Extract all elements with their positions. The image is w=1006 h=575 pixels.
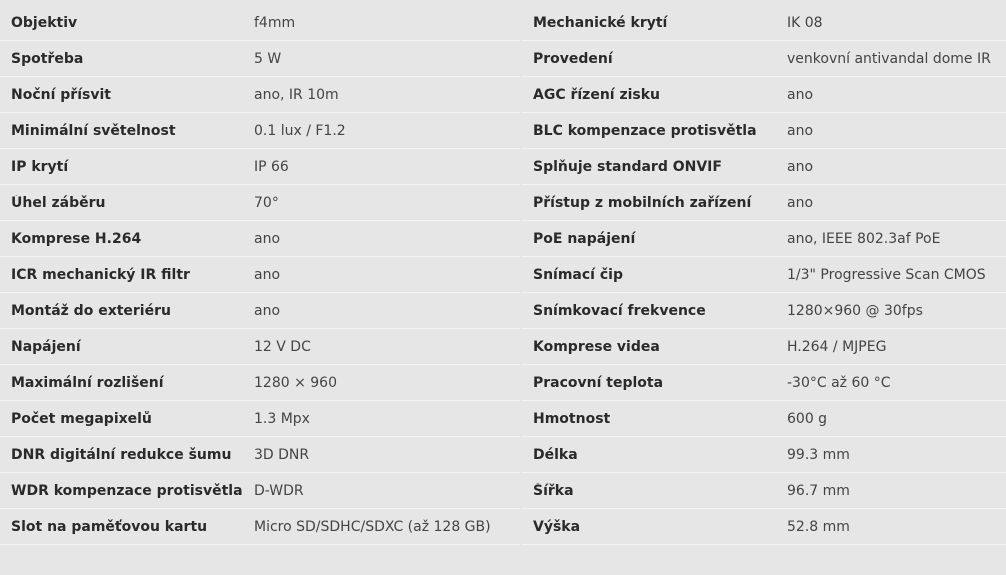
spec-row: [0, 329, 520, 365]
spec-row: [522, 257, 1006, 293]
spec-row: [522, 293, 1006, 329]
spec-label: Hmotnost: [533, 410, 611, 427]
spec-row: [0, 365, 520, 401]
spec-row: [0, 149, 520, 185]
spec-row: [0, 41, 520, 77]
spec-row: [0, 401, 520, 437]
spec-row: [522, 401, 1006, 437]
spec-value: ano, IR 10m: [254, 86, 339, 103]
spec-row: [0, 5, 520, 41]
spec-label: Slot na paměťovou kartu: [11, 518, 208, 535]
spec-value: -30°C až 60 °C: [787, 374, 891, 391]
spec-row: [522, 509, 1006, 545]
spec-row: [0, 437, 520, 473]
spec-row: [0, 509, 520, 545]
spec-label: Komprese videa: [533, 338, 660, 355]
spec-value: 1.3 Mpx: [254, 410, 310, 427]
spec-label: Napájení: [11, 338, 81, 355]
spec-value: 0.1 lux / F1.2: [254, 122, 346, 139]
spec-value: 1280 × 960: [254, 374, 337, 391]
spec-row: [522, 185, 1006, 221]
spec-value: 3D DNR: [254, 446, 310, 463]
spec-row: [0, 473, 520, 509]
spec-label: Snímací čip: [533, 266, 623, 283]
spec-value: ano: [787, 158, 814, 175]
spec-row: [522, 5, 1006, 41]
spec-label: BLC kompenzace protisvětla: [533, 122, 757, 139]
spec-label: DNR digitální redukce šumu: [11, 446, 232, 463]
spec-value: 1280×960 @ 30fps: [787, 302, 923, 319]
spec-column-left: [0, 5, 520, 545]
spec-value: 1/3" Progressive Scan CMOS: [787, 266, 986, 283]
spec-value: 70°: [254, 194, 279, 211]
spec-label: Přístup z mobilních zařízení: [533, 194, 752, 211]
spec-value: 52.8 mm: [787, 518, 850, 535]
spec-label: Šířka: [533, 482, 574, 499]
spec-row: [522, 41, 1006, 77]
spec-value: ano: [787, 194, 814, 211]
spec-label: Minimální světelnost: [11, 122, 176, 139]
spec-value: Micro SD/SDHC/SDXC (až 128 GB): [254, 518, 491, 535]
spec-label: Maximální rozlišení: [11, 374, 164, 391]
spec-value: ano: [787, 122, 814, 139]
spec-label: Montáž do exteriéru: [11, 302, 171, 319]
spec-value: 96.7 mm: [787, 482, 850, 499]
spec-label: Komprese H.264: [11, 230, 142, 247]
spec-value: ano, IEEE 802.3af PoE: [787, 230, 941, 247]
spec-row: [522, 473, 1006, 509]
spec-label: Snímkovací frekvence: [533, 302, 706, 319]
spec-row: [0, 257, 520, 293]
spec-row: [0, 77, 520, 113]
spec-row: [522, 329, 1006, 365]
spec-label: Splňuje standard ONVIF: [533, 158, 722, 175]
spec-label: Délka: [533, 446, 578, 463]
spec-row: [522, 365, 1006, 401]
spec-value: 5 W: [254, 50, 282, 67]
spec-row: [0, 185, 520, 221]
spec-column-right: [522, 5, 1006, 545]
spec-label: PoE napájení: [533, 230, 636, 247]
spec-row: [522, 113, 1006, 149]
spec-label: Objektiv: [11, 14, 78, 31]
spec-value: IP 66: [254, 158, 289, 175]
spec-label: Mechanické krytí: [533, 14, 668, 31]
spec-value: H.264 / MJPEG: [787, 338, 887, 355]
spec-value: D-WDR: [254, 482, 304, 499]
spec-value: 600 g: [787, 410, 828, 427]
spec-row: [0, 221, 520, 257]
spec-label: Pracovní teplota: [533, 374, 664, 391]
spec-row: [522, 149, 1006, 185]
spec-value: 99.3 mm: [787, 446, 850, 463]
spec-row: [0, 113, 520, 149]
spec-label: AGC řízení zisku: [533, 86, 661, 103]
spec-label: IP krytí: [11, 158, 69, 175]
spec-row: [522, 221, 1006, 257]
spec-label: Počet megapixelů: [11, 410, 152, 427]
spec-value: ano: [254, 230, 281, 247]
spec-label: ICR mechanický IR filtr: [11, 266, 190, 283]
spec-value: IK 08: [787, 14, 823, 31]
spec-value: ano: [254, 266, 281, 283]
spec-value: ano: [254, 302, 281, 319]
spec-value: ano: [787, 86, 814, 103]
spec-label: Výška: [533, 518, 581, 535]
spec-row: [522, 77, 1006, 113]
spec-value: f4mm: [254, 14, 296, 31]
spec-value: venkovní antivandal dome IR: [787, 50, 991, 67]
spec-label: WDR kompenzace protisvětla: [11, 482, 243, 499]
spec-label: Spotřeba: [11, 50, 84, 67]
spec-label: Noční přísvit: [11, 86, 111, 103]
spec-row: [522, 437, 1006, 473]
spec-row: [0, 293, 520, 329]
spec-label: Provedení: [533, 50, 613, 67]
spec-value: 12 V DC: [254, 338, 311, 355]
spec-label: Úhel záběru: [11, 194, 106, 211]
